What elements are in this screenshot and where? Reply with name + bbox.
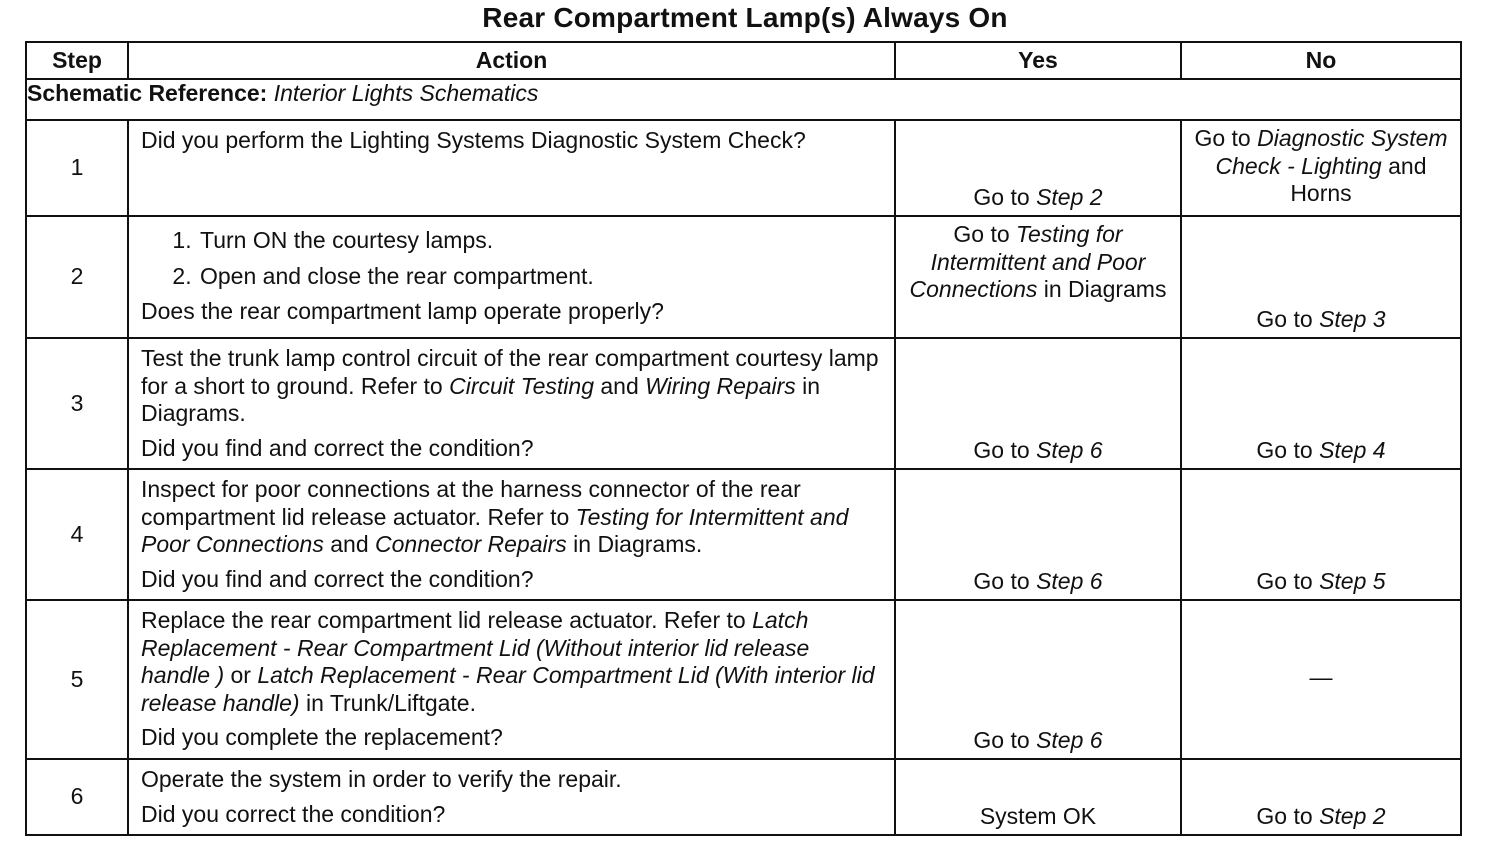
action-cell [128,600,895,759]
no-prefix: Go to [1256,567,1320,594]
no-link[interactable]: Step 5 [1319,567,1386,594]
action-step: 2. Open and close the rear compartment. [198,263,882,291]
action-cell [128,338,895,469]
action-link[interactable]: Latch Replacement - Rear Compartment Lid (With interior lid release handle) [141,662,875,716]
yes-prefix: Go to [973,183,1037,210]
action-question: Did you find and correct the condition? [141,434,534,461]
action-link[interactable]: Latch Replacement - Rear Compartment Lid (Without interior lid release handle ) [141,607,810,688]
step-number: 2 [26,216,128,338]
action-question: Did you find and correct the condition? [141,565,534,592]
no-prefix: Go to [1194,125,1258,151]
step-number: 1 [26,120,128,216]
yes-link[interactable]: Testing for Intermittent and Poor Connections [909,221,1146,302]
action-text: Inspect for poor connections at the harness connector of the rear compartment lid release actuator. Refer to Testing for Intermittent and Poor Connections and Connector Repairs in Diagrams. [141,476,849,557]
yes-suffix: in Diagrams [1037,276,1167,302]
action-steps [141,227,882,290]
yes-link[interactable]: Step 2 [1036,183,1103,210]
action-link[interactable]: Connector Repairs [375,531,567,557]
action-question: Did you complete the replacement? [141,724,503,750]
header-action: Action [128,42,895,79]
no-link[interactable]: Diagnostic System Check - Lighting [1215,125,1448,179]
no-prefix: Go to [1256,305,1320,332]
no-link[interactable]: Step 3 [1319,305,1386,332]
action-question: Did you correct the condition? [141,800,446,827]
no-prefix: Go to [1256,436,1320,463]
yes-prefix: Go to [973,567,1037,594]
yes-cell [895,338,1181,469]
table-row [26,600,1461,759]
yes-cell [895,469,1181,600]
yes-link[interactable]: Step 6 [1036,436,1103,463]
yes-cell [895,216,1181,338]
action-cell [128,216,895,338]
action-text: Operate the system in order to verify the repair. [141,766,622,792]
action-link[interactable]: Wiring Repairs [645,372,796,399]
header-no: No [1181,42,1461,79]
yes-link[interactable]: Step 6 [1036,567,1103,594]
dash: — [1309,663,1333,690]
yes-prefix: Go to [973,726,1037,753]
no-suffix: and Horns [1290,152,1427,206]
action-step: 1. Turn ON the courtesy lamps. [198,227,882,255]
action-cell [128,759,895,835]
action-text: Did you perform the Lighting Systems Diagnostic System Check? [141,127,806,153]
page-title: Rear Compartment Lamp(s) Always On [482,2,1008,33]
table-row [26,216,1461,338]
step-number: 5 [26,600,128,759]
action-link[interactable]: Testing for Intermittent and Poor Connections [141,503,849,557]
schematic-link[interactable]: Interior Lights Schematics [273,80,539,106]
no-cell [1181,759,1461,835]
schematic-reference-row [26,79,1461,120]
yes-cell [895,759,1181,835]
diagnostic-table [25,41,1462,836]
no-cell [1181,120,1461,216]
step-number: 4 [26,469,128,600]
no-link[interactable]: Step 2 [1319,802,1386,829]
header-step: Step [26,42,128,79]
action-link[interactable]: Circuit Testing [449,372,594,399]
yes-link[interactable]: Step 6 [1036,726,1103,753]
no-cell [1181,216,1461,338]
no-cell [1181,600,1461,759]
step-number: 6 [26,759,128,835]
no-link[interactable]: Step 4 [1319,436,1386,463]
no-prefix: Go to [1256,802,1320,829]
schematic-label: Schematic Reference: [27,80,268,106]
no-cell [1181,338,1461,469]
yes-text: System OK [979,802,1097,829]
yes-cell [895,600,1181,759]
table-row [26,338,1461,469]
yes-prefix: Go to [953,221,1017,247]
table-row [26,469,1461,600]
header-row [26,42,1461,79]
table-row [26,759,1461,835]
action-cell [128,469,895,600]
header-yes: Yes [895,42,1181,79]
schematic-reference [26,79,1461,120]
action-text: Test the trunk lamp control circuit of the rear compartment courtesy lamp for a short to ground. Refer to Circuit Testing and Wiring Repairs in Diagrams. [141,345,879,426]
action-question: Does the rear compartment lamp operate properly? [141,298,664,324]
yes-cell [895,120,1181,216]
action-cell [128,120,895,216]
yes-prefix: Go to [973,436,1037,463]
table-row [26,120,1461,216]
no-cell [1181,469,1461,600]
action-text: Replace the rear compartment lid release actuator. Refer to Latch Replacement - Rear Compartment Lid (Without interior lid release handle ) or Latch Replacement - Rear Compartment Lid (With interior lid release handle) in Trunk/Liftgate. [141,607,875,716]
step-number: 3 [26,338,128,469]
